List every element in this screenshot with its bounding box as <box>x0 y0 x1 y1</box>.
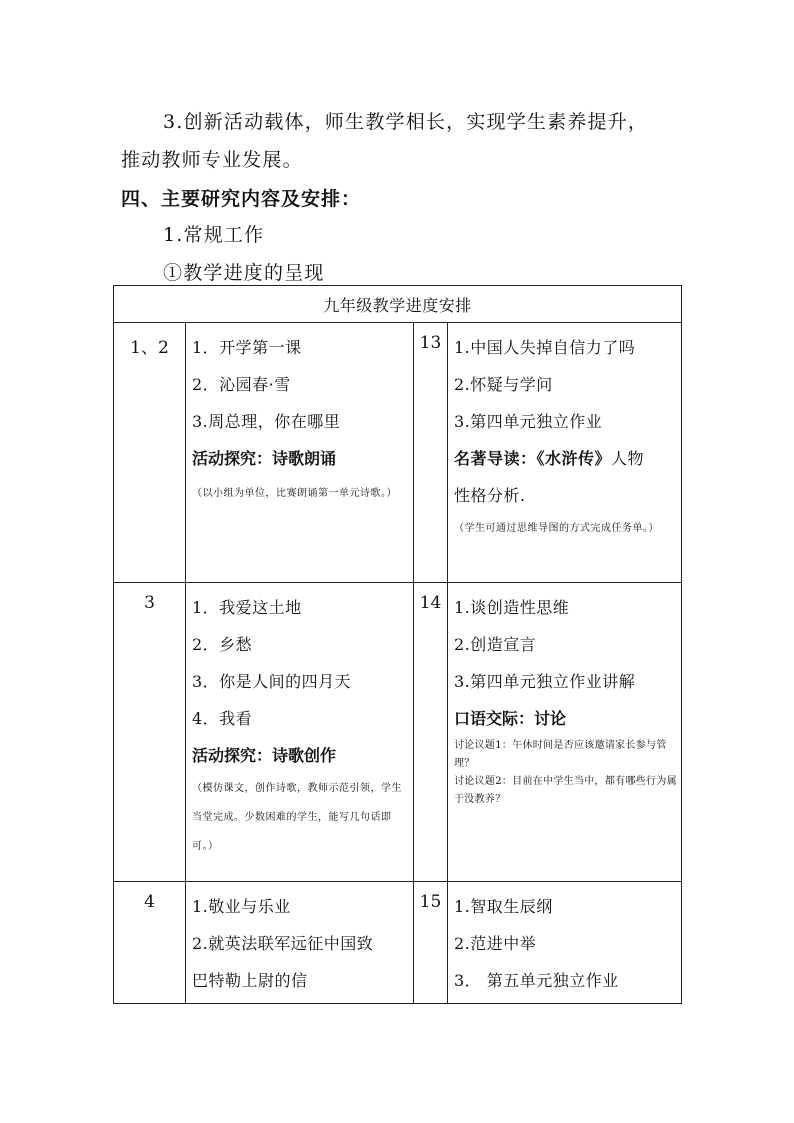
activity-label: 活动探究：诗歌创作 <box>192 746 337 765</box>
discussion-topic: 讨论议题1：午休时间是否应该邀请家长参与管理？ <box>454 740 667 769</box>
lesson-cell <box>448 323 682 583</box>
week-cell: 14 <box>414 583 448 882</box>
lesson-item: 2.范进中举 <box>454 934 537 953</box>
week-cell: 15 <box>414 882 448 1004</box>
lesson-item: 2.创造宣言 <box>454 635 537 654</box>
lesson-item: 2．沁园春·雪 <box>192 375 291 394</box>
week-cell: 3 <box>114 583 186 882</box>
lesson-item: 2.怀疑与学问 <box>454 375 553 394</box>
table-title-row <box>114 286 682 323</box>
table-row <box>114 882 682 1004</box>
lesson-item: 3.第四单元独立作业讲解 <box>454 672 636 691</box>
lesson-cell <box>186 882 414 1004</box>
classic-reading-text-2: 性格分析. <box>454 486 526 505</box>
lesson-item: 1.智取生辰纲 <box>454 897 553 916</box>
lesson-item: 1．我爱这土地 <box>192 598 302 617</box>
table-row <box>114 583 682 882</box>
lesson-item: 3.第四单元独立作业 <box>454 412 603 431</box>
lesson-cell <box>448 583 682 882</box>
intro-line-2: 推动教师专业发展。 <box>121 149 303 171</box>
lesson-cell <box>186 583 414 882</box>
table-title: 九年级教学进度安排 <box>114 286 682 323</box>
subheading-progress: ①教学进度的呈现 <box>163 262 325 284</box>
lesson-item: 3． 第五单元独立作业 <box>454 971 619 990</box>
table-row <box>114 323 682 583</box>
lesson-item: 1.敬业与乐业 <box>192 897 291 916</box>
activity-note: （学生可通过思维导图的方式完成任务单。） <box>454 523 659 534</box>
lesson-item: 4．我看 <box>192 709 253 728</box>
lesson-item: 2．乡愁 <box>192 635 253 654</box>
activity-label: 活动探究：诗歌朗诵 <box>192 449 337 468</box>
classic-reading-text: 人物 <box>611 449 645 468</box>
week-cell: 1、2 <box>114 323 186 583</box>
subheading-routine-work: 1.常规工作 <box>163 224 265 246</box>
activity-label: 口语交际：讨论 <box>454 709 567 728</box>
lesson-item: 3.周总理，你在哪里 <box>192 412 341 431</box>
lesson-item: 1.谈创造性思维 <box>454 598 570 617</box>
week-cell: 4 <box>114 882 186 1004</box>
lesson-item: 1．开学第一课 <box>192 338 302 357</box>
lesson-cell <box>448 882 682 1004</box>
section-heading: 四、主要研究内容及安排： <box>121 188 362 210</box>
lesson-item: 1.中国人失掉自信力了吗 <box>454 338 636 357</box>
lesson-item: 3．你是人间的四月天 <box>192 672 352 691</box>
intro-line-1: 3.创新活动载体，师生教学相长，实现学生素养提升， <box>163 111 649 133</box>
activity-note: （以小组为单位，比赛朗诵第一单元诗歌。） <box>192 488 397 499</box>
lesson-item: 2.就英法联军远征中国致 <box>192 934 374 953</box>
schedule-table <box>113 285 682 1004</box>
lesson-cell <box>186 323 414 583</box>
week-cell: 13 <box>414 323 448 583</box>
lesson-item: 巴特勒上尉的信 <box>192 971 308 990</box>
discussion-topic: 讨论议题2：目前在中学生当中，都有哪些行为属于没教养？ <box>454 776 677 805</box>
activity-note: （模仿课文，创作诗歌，教师示范引领，学生当堂完成。少数困难的学生，能写几句话即可。） <box>192 783 402 852</box>
classic-reading-label: 名著导读：《水浒传》 <box>454 449 612 468</box>
classic-reading <box>454 440 677 477</box>
